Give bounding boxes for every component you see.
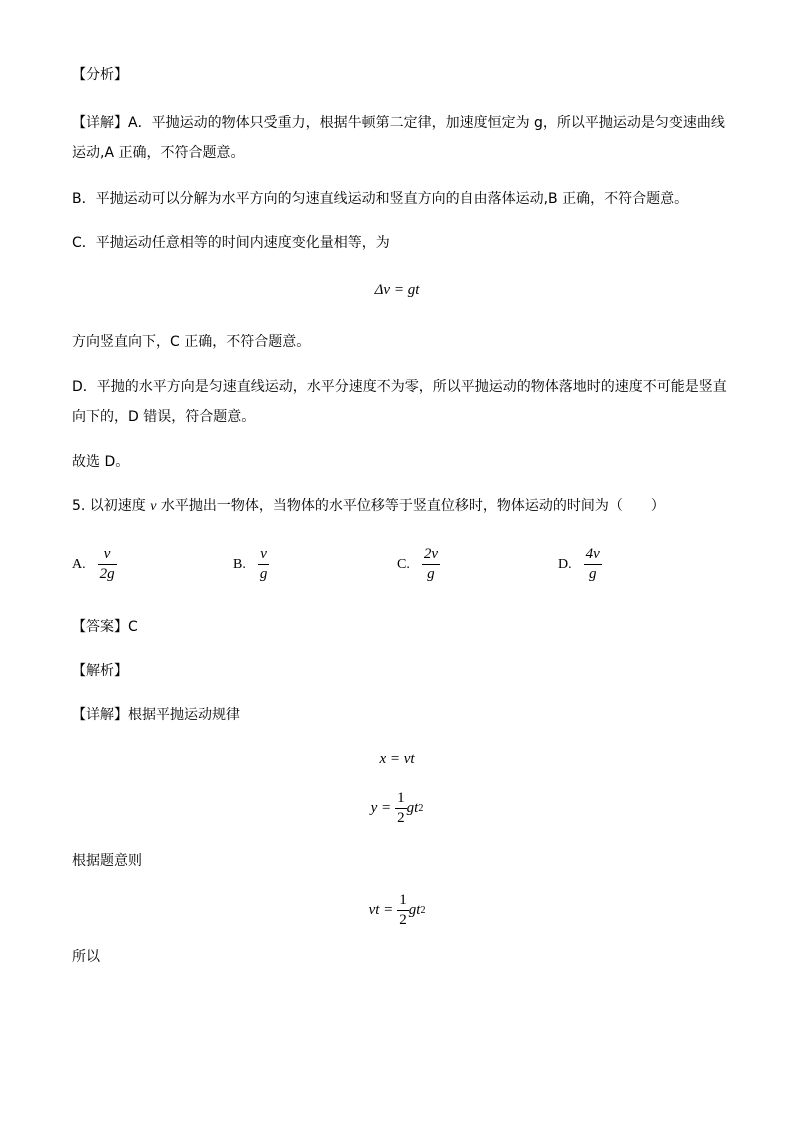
fraction-numerator: v (98, 546, 117, 565)
equation-vt-lhs: vt = (368, 902, 394, 918)
detail-q5 (72, 706, 240, 724)
analysis-heading: 【分析】 (72, 67, 128, 83)
detail-q5-text: 根据平抛运动规律 (128, 707, 240, 723)
option-label: C. (397, 556, 410, 572)
option-b[interactable] (233, 546, 269, 583)
equation-vt-rhs: gt (408, 902, 421, 918)
choose-answer: 故选 D。 (72, 454, 130, 470)
by-condition: 根据题意则 (72, 853, 142, 869)
option-c[interactable] (397, 546, 440, 583)
equation-y-exponent: 2 (418, 803, 424, 814)
fraction-denominator: g (588, 566, 597, 582)
detail-c-line2: 方向竖直向下，C 正确，不符合题意。 (72, 334, 311, 350)
equation-y-rhs: gt (406, 800, 419, 816)
fraction-numerator: v (258, 546, 270, 565)
option-fraction (584, 546, 602, 583)
detail-tag: 【详解】 (72, 707, 128, 723)
equation-vt-exponent: 2 (420, 905, 426, 916)
option-fraction (422, 546, 440, 583)
fraction-denominator: g (259, 566, 268, 582)
detail-c-line1: C．平抛运动任意相等的时间内速度变化量相等，为 (72, 235, 390, 251)
equation-vt (0, 892, 794, 929)
detail-a-line2: 运动,A 正确，不符合题意。 (72, 145, 245, 161)
fraction-denominator: g (427, 566, 435, 582)
option-label: D. (558, 556, 572, 572)
detail-d-line2: 向下的，D 错误，符合题意。 (72, 409, 256, 425)
equation-y-lhs: y = (370, 800, 392, 816)
fraction-numerator: 1 (397, 892, 409, 911)
detail-b: B．平抛运动可以分解为水平方向的匀速直线运动和竖直方向的自由落体运动,B 正确，不符合题意。 (72, 191, 689, 207)
equation-y-fraction (395, 790, 407, 827)
equation-delta-v: Δv = gt (374, 282, 420, 298)
detail-a-text: A．平抛运动的物体只受重力，根据牛顿第二定律，加速度恒定为 g，所以平抛运动是匀变速曲线 (128, 115, 725, 131)
detail-d-line1: D．平抛的水平方向是匀速直线运动，水平分速度不为零，所以平抛运动的物体落地时的速度不可能是竖直 (72, 379, 727, 395)
fraction-numerator: 1 (395, 790, 407, 809)
question-5 (72, 497, 665, 516)
option-label: A. (72, 556, 86, 572)
question-5-var: v (150, 499, 157, 514)
equation-vt-fraction (397, 892, 409, 929)
answer-value: C (128, 619, 138, 635)
fraction-numerator: 4v (584, 546, 602, 565)
option-fraction (98, 546, 117, 583)
option-fraction (258, 546, 270, 583)
equation-y (0, 790, 794, 827)
option-d[interactable] (558, 546, 602, 583)
answer-line (72, 618, 138, 636)
equation-x: x = vt (379, 751, 415, 767)
question-5-prefix: 5. 以初速度 (72, 498, 151, 514)
answer-tag: 【答案】 (72, 619, 128, 635)
fraction-denominator: 2 (397, 810, 405, 826)
detail-tag: 【详解】 (72, 115, 128, 131)
question-5-suffix: 水平抛出一物体，当物体的水平位移等于竖直位移时，物体运动的时间为（ ） (156, 498, 665, 514)
option-label: B. (233, 556, 246, 572)
explanation-heading: 【解析】 (72, 663, 128, 679)
fraction-denominator: 2g (99, 566, 115, 582)
therefore: 所以 (72, 949, 100, 965)
fraction-denominator: 2 (399, 912, 407, 928)
option-a[interactable] (72, 546, 117, 583)
detail-a-line1 (72, 114, 725, 132)
fraction-numerator: 2v (422, 546, 440, 565)
